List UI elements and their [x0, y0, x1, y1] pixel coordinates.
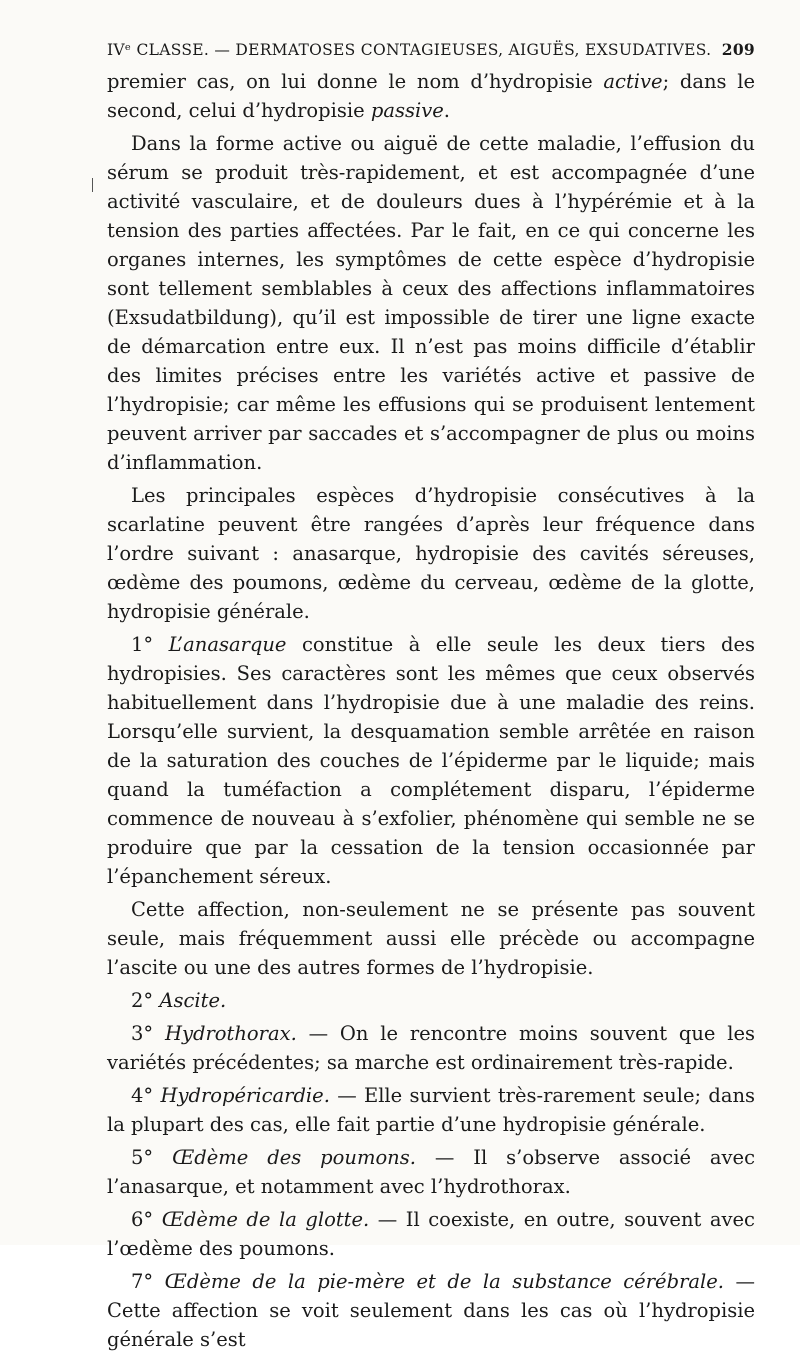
p1-text-c: ; dans le second, celui d’hydropisie [107, 70, 756, 122]
paragraph-oedeme-pie-mere [107, 1267, 755, 1354]
list-number: 2° [131, 989, 160, 1012]
paragraph-active-form: Dans la forme active ou aiguë de cette maladie, l’effusion du sérum se produit très-rapidement, et est accompagnée d’une activité vasculaire, et de douleurs dues à l’hypérémie et à la tension des parties affectées. Par le fait, en ce qui concerne les organes internes, les symptômes de cette espèce d’hydropisie sont tellement semblables à ceux des affections inflammatoires (Exsudatbildung), qu’il est impossible de tirer une ligne exacte de démarcation entre eux. Il n’est pas moins difficile d’établir des limites précises entre les variétés active et passive de l’hydropisie; car même les effusions qui se produisent lentement peuvent arriver par saccades et s’accompagner de plus ou moins d’inflammation. [107, 132, 755, 474]
paragraph-body: — Il s’observe associé avec l’anasarque, et notamment avec l’hydrothorax. [107, 1146, 756, 1198]
margin-mark [92, 178, 97, 192]
p1-text-a: premier cas, on lui donne le nom d’hydropisie [107, 70, 604, 93]
paragraph-hydropericardie [107, 1081, 755, 1139]
paragraph-affection: Cette affection, non-seulement ne se présente pas souvent seule, mais fréquemment aussi elle précède ou accompagne l’ascite ou une des autres formes de l’hydropisie. [107, 898, 755, 979]
list-number: 5° [131, 1146, 173, 1169]
p1-term-passive: passive [370, 99, 444, 122]
list-number: 6° [131, 1208, 162, 1231]
list-number: 4° [131, 1084, 161, 1107]
list-number: 7° [131, 1270, 165, 1293]
text-block [107, 38, 755, 1358]
paragraph-body: — Il coexiste, en outre, souvent avec l’œdème des poumons. [107, 1208, 755, 1260]
paragraph-body: — Cette affection se voit seulement dans les cas où l’hydropisie générale s’est [107, 1270, 755, 1351]
list-number: 3° [131, 1022, 165, 1045]
running-header [107, 38, 755, 62]
section-title-ascite: Ascite. [159, 989, 227, 1012]
section-title-oedeme-glotte: Œdème de la glotte. [161, 1208, 370, 1231]
paragraph-principal-species: Les principales espèces d’hydropisie consécutives à la scarlatine peuvent être rangées d’après leur fréquence dans l’ordre suivant : anasarque, hydropisie des cavités séreuses, œdème des poumons, œdème du cerveau, œdème de la glotte, hydropisie générale. [107, 484, 755, 623]
running-head-title: IVᵉ CLASSE. — DERMATOSES CONTAGIEUSES, AIGUËS, EXSUDATIVES. [107, 41, 712, 59]
list-number: 1° [131, 633, 169, 656]
paragraph-oedeme-glotte [107, 1205, 755, 1263]
section-title-hydropericardie: Hydropéricardie. [160, 1084, 330, 1107]
section-title-anasarque: L’anasarque [168, 633, 287, 656]
paragraph-body: — Elle survient très-rarement seule; dans la plupart des cas, elle fait partie d’une hydropisie générale. [107, 1084, 756, 1136]
page-number: 209 [721, 40, 755, 59]
paragraph-body: — On le rencontre moins souvent que les variétés précédentes; sa marche est ordinairement très-rapide. [107, 1022, 755, 1074]
paragraph-hydrothorax [107, 1019, 755, 1077]
p1-text-e: . [443, 99, 450, 122]
paragraph-anasarque [107, 630, 755, 891]
paragraph-oedeme-poumons [107, 1143, 755, 1201]
section-title-oedeme-pie-mere: Œdème de la pie-mère et de la substance cérébrale. [164, 1270, 724, 1293]
paragraph-continuation [107, 67, 755, 125]
p1-term-active: active [603, 70, 663, 93]
paragraph-body: constitue à elle seule les deux tiers des hydropisies. Ses caractères sont les mêmes que ceux observés habituellement dans l’hydropisie due à une maladie des reins. Lorsqu’elle survient, la desquamation semble arrêtée en raison de la saturation des couches de l’épiderme par le liquide; mais quand la tuméfaction a complétement disparu, l’épiderme commence de nouveau à s’exfolier, phénomène qui semble ne se produire que par la cessation de la tension occasionnée par l’épanchement séreux. [107, 633, 756, 888]
paragraph-ascite [107, 986, 755, 1015]
section-title-hydrothorax: Hydrothorax. [164, 1022, 297, 1045]
section-title-oedeme-poumons: Œdème des poumons. [172, 1146, 416, 1169]
